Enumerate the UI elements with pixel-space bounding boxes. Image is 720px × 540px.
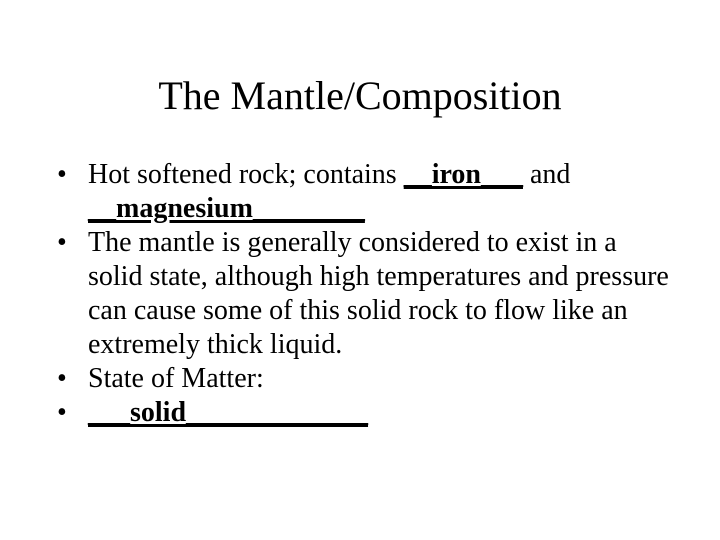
composition-text: Hot softened rock; contains bbox=[88, 159, 404, 190]
bullet-dot-icon: • bbox=[57, 159, 67, 190]
bullet-dot-icon: • bbox=[57, 363, 67, 394]
bullet-mantle-state bbox=[52, 226, 672, 362]
bullet-dot-icon: • bbox=[57, 227, 67, 258]
state-of-matter-label: State of Matter: bbox=[88, 363, 264, 394]
bullet-state-of-matter bbox=[52, 362, 672, 396]
slide-title: The Mantle/Composition bbox=[158, 73, 562, 118]
bullet-composition bbox=[52, 158, 672, 226]
answer-magnesium: __magnesium________ bbox=[88, 193, 365, 224]
bullet-dot-icon: • bbox=[57, 397, 67, 428]
bullet-state-answer bbox=[52, 396, 672, 430]
composition-and: and bbox=[522, 159, 571, 190]
mantle-state-text: The mantle is generally considered to exist in a solid state, although high temperatures and pressure can cause some of this solid rock to flow like an extremely thick liquid. bbox=[88, 227, 669, 360]
answer-iron: __iron___ bbox=[403, 159, 523, 190]
bullet-list bbox=[52, 158, 672, 430]
answer-solid: ___solid_____________ bbox=[88, 397, 369, 428]
